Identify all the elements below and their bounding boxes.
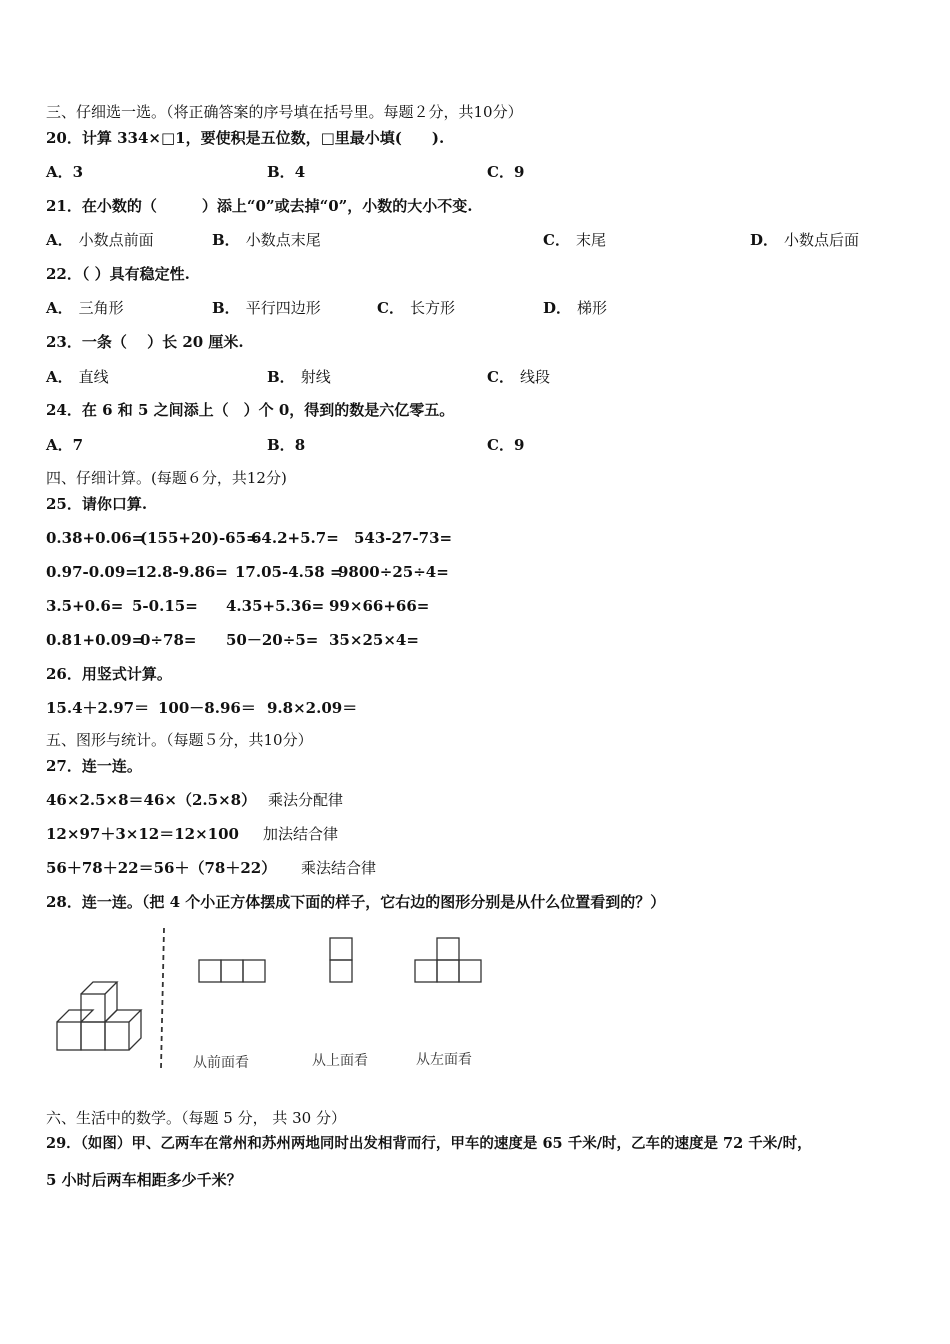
- match-left: 56＋78＋22＝56＋（78＋22）: [46, 859, 277, 877]
- section-4-title: 四、仔细计算。(每题６分，共12分): [46, 469, 287, 487]
- q25-stem: 25．请你口算.: [46, 495, 148, 513]
- section-5-title: 五、图形与统计。（每题５分，共10分）: [46, 731, 313, 749]
- calc-cell: 543-27-73=: [354, 529, 453, 547]
- calc-cell: 99×66+66=: [329, 597, 430, 615]
- match-right: 加法结合律: [263, 825, 339, 843]
- left-view-drawing: [415, 938, 481, 982]
- q20-option-b: B．4: [267, 163, 306, 181]
- front-view-drawing: [199, 960, 265, 982]
- vertical-calc-item: 15.4＋2.97＝: [46, 699, 150, 717]
- calc-cell: 12.8-9.86=: [136, 563, 228, 581]
- q20-option-a: A．3: [46, 163, 84, 181]
- calc-cell: 5-0.15=: [132, 597, 198, 615]
- q23-option-b: B． 射线: [267, 368, 331, 386]
- front-view-label: 从前面看: [193, 1055, 249, 1071]
- calc-cell: 9800÷25÷4=: [338, 563, 449, 581]
- section-6-title: 六、生活中的数学。（每题 5 分， 共 30 分）: [46, 1109, 346, 1127]
- q23-stem: 23．一条（ ）长 20 厘米.: [46, 333, 244, 351]
- q21-option-d: D． 小数点后面: [750, 231, 860, 249]
- match-left: 12×97＋3×12＝12×100: [46, 825, 239, 843]
- q29-line1: 29．（如图）甲、乙两车在常州和苏州两地同时出发相背而行，甲车的速度是 65 千米/时，乙车的速度是 72 千米/时，: [46, 1135, 812, 1152]
- calc-cell: (155+20)-65=: [140, 529, 259, 547]
- q22-option-d: D． 梯形: [543, 299, 608, 317]
- calc-cell: 0.38+0.06=: [46, 529, 145, 547]
- q22-option-c: C． 长方形: [377, 299, 455, 317]
- match-right: 乘法结合律: [301, 859, 377, 877]
- top-view-drawing: [330, 938, 352, 982]
- q28-stem: 28．连一连。（把 4 个小正方体摆成下面的样子，它右边的图形分别是从什么位置看到的？）: [46, 893, 666, 911]
- left-view-label: 从左面看: [416, 1052, 472, 1068]
- calc-cell: 64.2+5.7=: [251, 529, 339, 547]
- q21-option-b: B． 小数点末尾: [212, 231, 321, 249]
- match-left: 46×2.5×8＝46×（2.5×8）: [46, 791, 257, 809]
- calc-cell: 0÷78=: [140, 631, 197, 649]
- dashed-divider: [161, 928, 164, 1068]
- q26-stem: 26．用竖式计算。: [46, 665, 172, 683]
- calc-cell: 0.81+0.09=: [46, 631, 145, 649]
- q23-option-a: A． 直线: [46, 368, 109, 386]
- calc-cell: 50－20÷5=: [226, 631, 319, 649]
- match-right: 乘法分配律: [268, 791, 344, 809]
- q21-stem: 21．在小数的（ ）添上“0”或去掉“0”，小数的大小不变.: [46, 197, 473, 215]
- q23-option-c: C． 线段: [487, 368, 550, 386]
- q22-option-a: A． 三角形: [46, 299, 124, 317]
- cube-views-figure: [40, 918, 510, 1078]
- q22-stem: 22．（ ）具有稳定性.: [46, 265, 190, 283]
- section-3-title: 三、仔细选一选。（将正确答案的序号填在括号里。每题２分，共10分）: [46, 103, 523, 121]
- q20-option-c: C．9: [487, 163, 525, 181]
- q21-option-c: C． 末尾: [543, 231, 606, 249]
- q22-option-b: B． 平行四边形: [212, 299, 321, 317]
- cube-stack-drawing: [57, 982, 141, 1050]
- calc-cell: 4.35+5.36=: [226, 597, 325, 615]
- q21-option-a: A． 小数点前面: [46, 231, 154, 249]
- calc-cell: 0.97-0.09=: [46, 563, 138, 581]
- vertical-calc-item: 9.8×2.09＝: [267, 699, 358, 717]
- vertical-calc-item: 100－8.96＝: [158, 699, 256, 717]
- q24-stem: 24．在 6 和 5 之间添上（ ）个 0，得到的数是六亿零五。: [46, 401, 455, 419]
- q27-stem: 27．连一连。: [46, 757, 142, 775]
- calc-cell: 3.5+0.6=: [46, 597, 124, 615]
- q24-option-b: B．8: [267, 436, 306, 454]
- q24-option-c: C．9: [487, 436, 525, 454]
- top-view-label: 从上面看: [312, 1053, 368, 1069]
- q20-stem: 20．计算 334×□1，要使积是五位数，□里最小填( ).: [46, 129, 445, 147]
- q29-line2: 5 小时后两车相距多少千米？: [46, 1171, 242, 1189]
- q24-option-a: A．7: [46, 436, 84, 454]
- calc-cell: 17.05-4.58 =: [235, 563, 343, 581]
- calc-cell: 35×25×4=: [329, 631, 419, 649]
